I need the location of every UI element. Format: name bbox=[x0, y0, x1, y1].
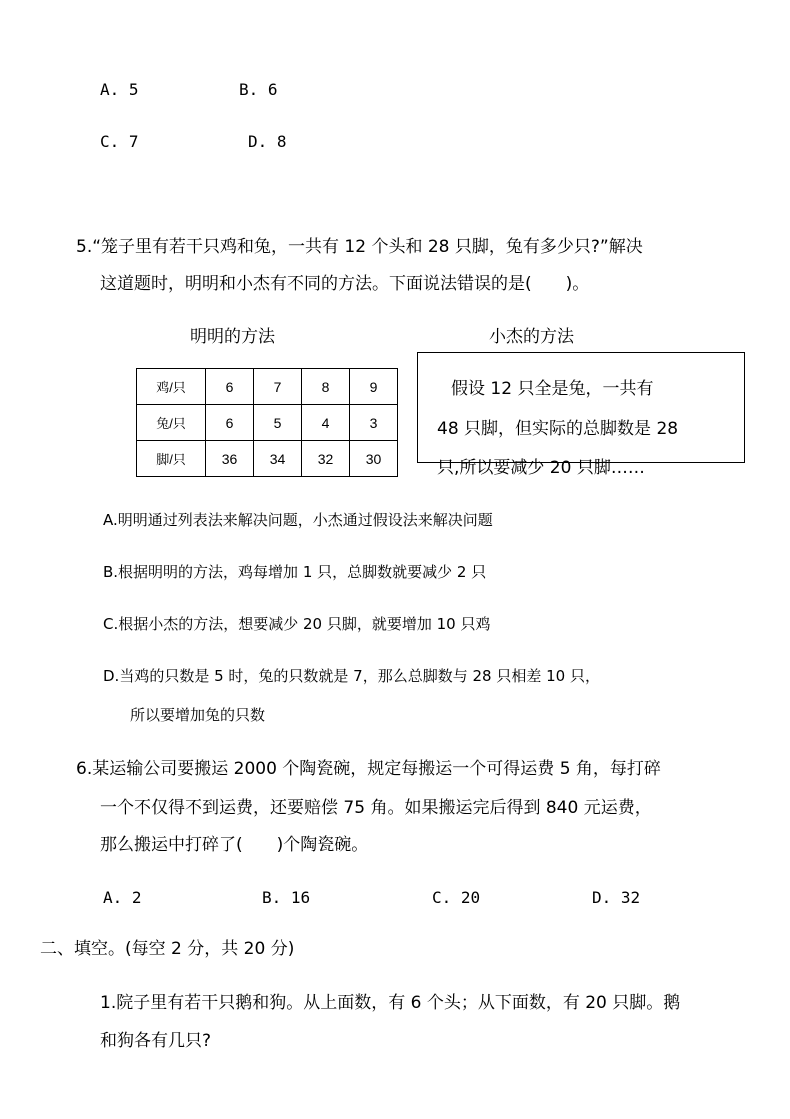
q6-option-b: B. 16 bbox=[262, 888, 311, 907]
table-cell: 8 bbox=[302, 369, 350, 405]
s2-q1-line1: 1.院子里有若干只鹅和狗。从上面数，有 6 个头；从下面数，有 20 只脚。鹅 bbox=[100, 993, 681, 1013]
q4-option-a: A. 5 bbox=[100, 80, 139, 99]
q6-option-d: D. 32 bbox=[592, 888, 641, 907]
q5-option-a: A.明明通过列表法来解决问题，小杰通过假设法来解决问题 bbox=[103, 511, 493, 529]
table-cell: 5 bbox=[254, 405, 302, 441]
table-cell: 3 bbox=[350, 405, 398, 441]
s2-q1-line2: 和狗各有几只? bbox=[100, 1031, 212, 1051]
q6-stem-line3: 那么搬运中打碎了( )个陶瓷碗。 bbox=[100, 835, 369, 855]
jie-method-title: 小杰的方法 bbox=[489, 327, 574, 347]
q5-option-d-line2: 所以要增加兔的只数 bbox=[130, 706, 266, 724]
table-cell: 6 bbox=[206, 405, 254, 441]
q6-option-a: A. 2 bbox=[103, 888, 142, 907]
q5-option-d-line1: D.当鸡的只数是 5 时，兔的只数就是 7，那么总脚数与 28 只相差 10 只， bbox=[103, 667, 600, 685]
table-row-feet bbox=[137, 441, 398, 477]
jie-method-box bbox=[417, 352, 745, 463]
table-cell: 6 bbox=[206, 369, 254, 405]
table-cell: 30 bbox=[350, 441, 398, 477]
q4-option-d: D. 8 bbox=[248, 132, 287, 151]
table-cell: 34 bbox=[254, 441, 302, 477]
jie-text-line1: 假设 12 只全是兔，一共有 bbox=[451, 379, 654, 399]
table-cell: 4 bbox=[302, 405, 350, 441]
table-cell: 36 bbox=[206, 441, 254, 477]
q5-option-c: C.根据小杰的方法，想要减少 20 只脚，就要增加 10 只鸡 bbox=[103, 615, 491, 633]
q6-stem-line2: 一个不仅得不到运费，还要赔偿 75 角。如果搬运完后得到 840 元运费， bbox=[100, 798, 652, 818]
q6-stem-line1: 6.某运输公司要搬运 2000 个陶瓷碗，规定每搬运一个可得运费 5 角，每打碎 bbox=[76, 759, 661, 779]
section2-title: 二、填空。(每空 2 分，共 20 分) bbox=[40, 939, 295, 959]
q4-option-c: C. 7 bbox=[100, 132, 139, 151]
table-cell: 9 bbox=[350, 369, 398, 405]
jie-text-line3: 只,所以要减少 20 只脚…… bbox=[437, 458, 645, 478]
table-row-label: 鸡/只 bbox=[137, 369, 206, 405]
q4-option-b: B. 6 bbox=[239, 80, 278, 99]
q5-option-b: B.根据明明的方法，鸡每增加 1 只，总脚数就要减少 2 只 bbox=[103, 563, 487, 581]
ming-method-title: 明明的方法 bbox=[190, 327, 275, 347]
table-cell: 32 bbox=[302, 441, 350, 477]
table-row-chicken bbox=[137, 369, 398, 405]
table-row-label: 脚/只 bbox=[137, 441, 206, 477]
q5-stem-line2: 这道题时，明明和小杰有不同的方法。下面说法错误的是( )。 bbox=[100, 274, 590, 294]
jie-text-line2: 48 只脚，但实际的总脚数是 28 bbox=[437, 419, 679, 439]
q5-stem-line1: 5.“笼子里有若干只鸡和兔，一共有 12 个头和 28 只脚，兔有多少只?”解决 bbox=[76, 237, 643, 257]
q6-option-c: C. 20 bbox=[432, 888, 481, 907]
table-row-label: 兔/只 bbox=[137, 405, 206, 441]
table-row-rabbit bbox=[137, 405, 398, 441]
table-cell: 7 bbox=[254, 369, 302, 405]
chicken-rabbit-table bbox=[136, 368, 398, 477]
